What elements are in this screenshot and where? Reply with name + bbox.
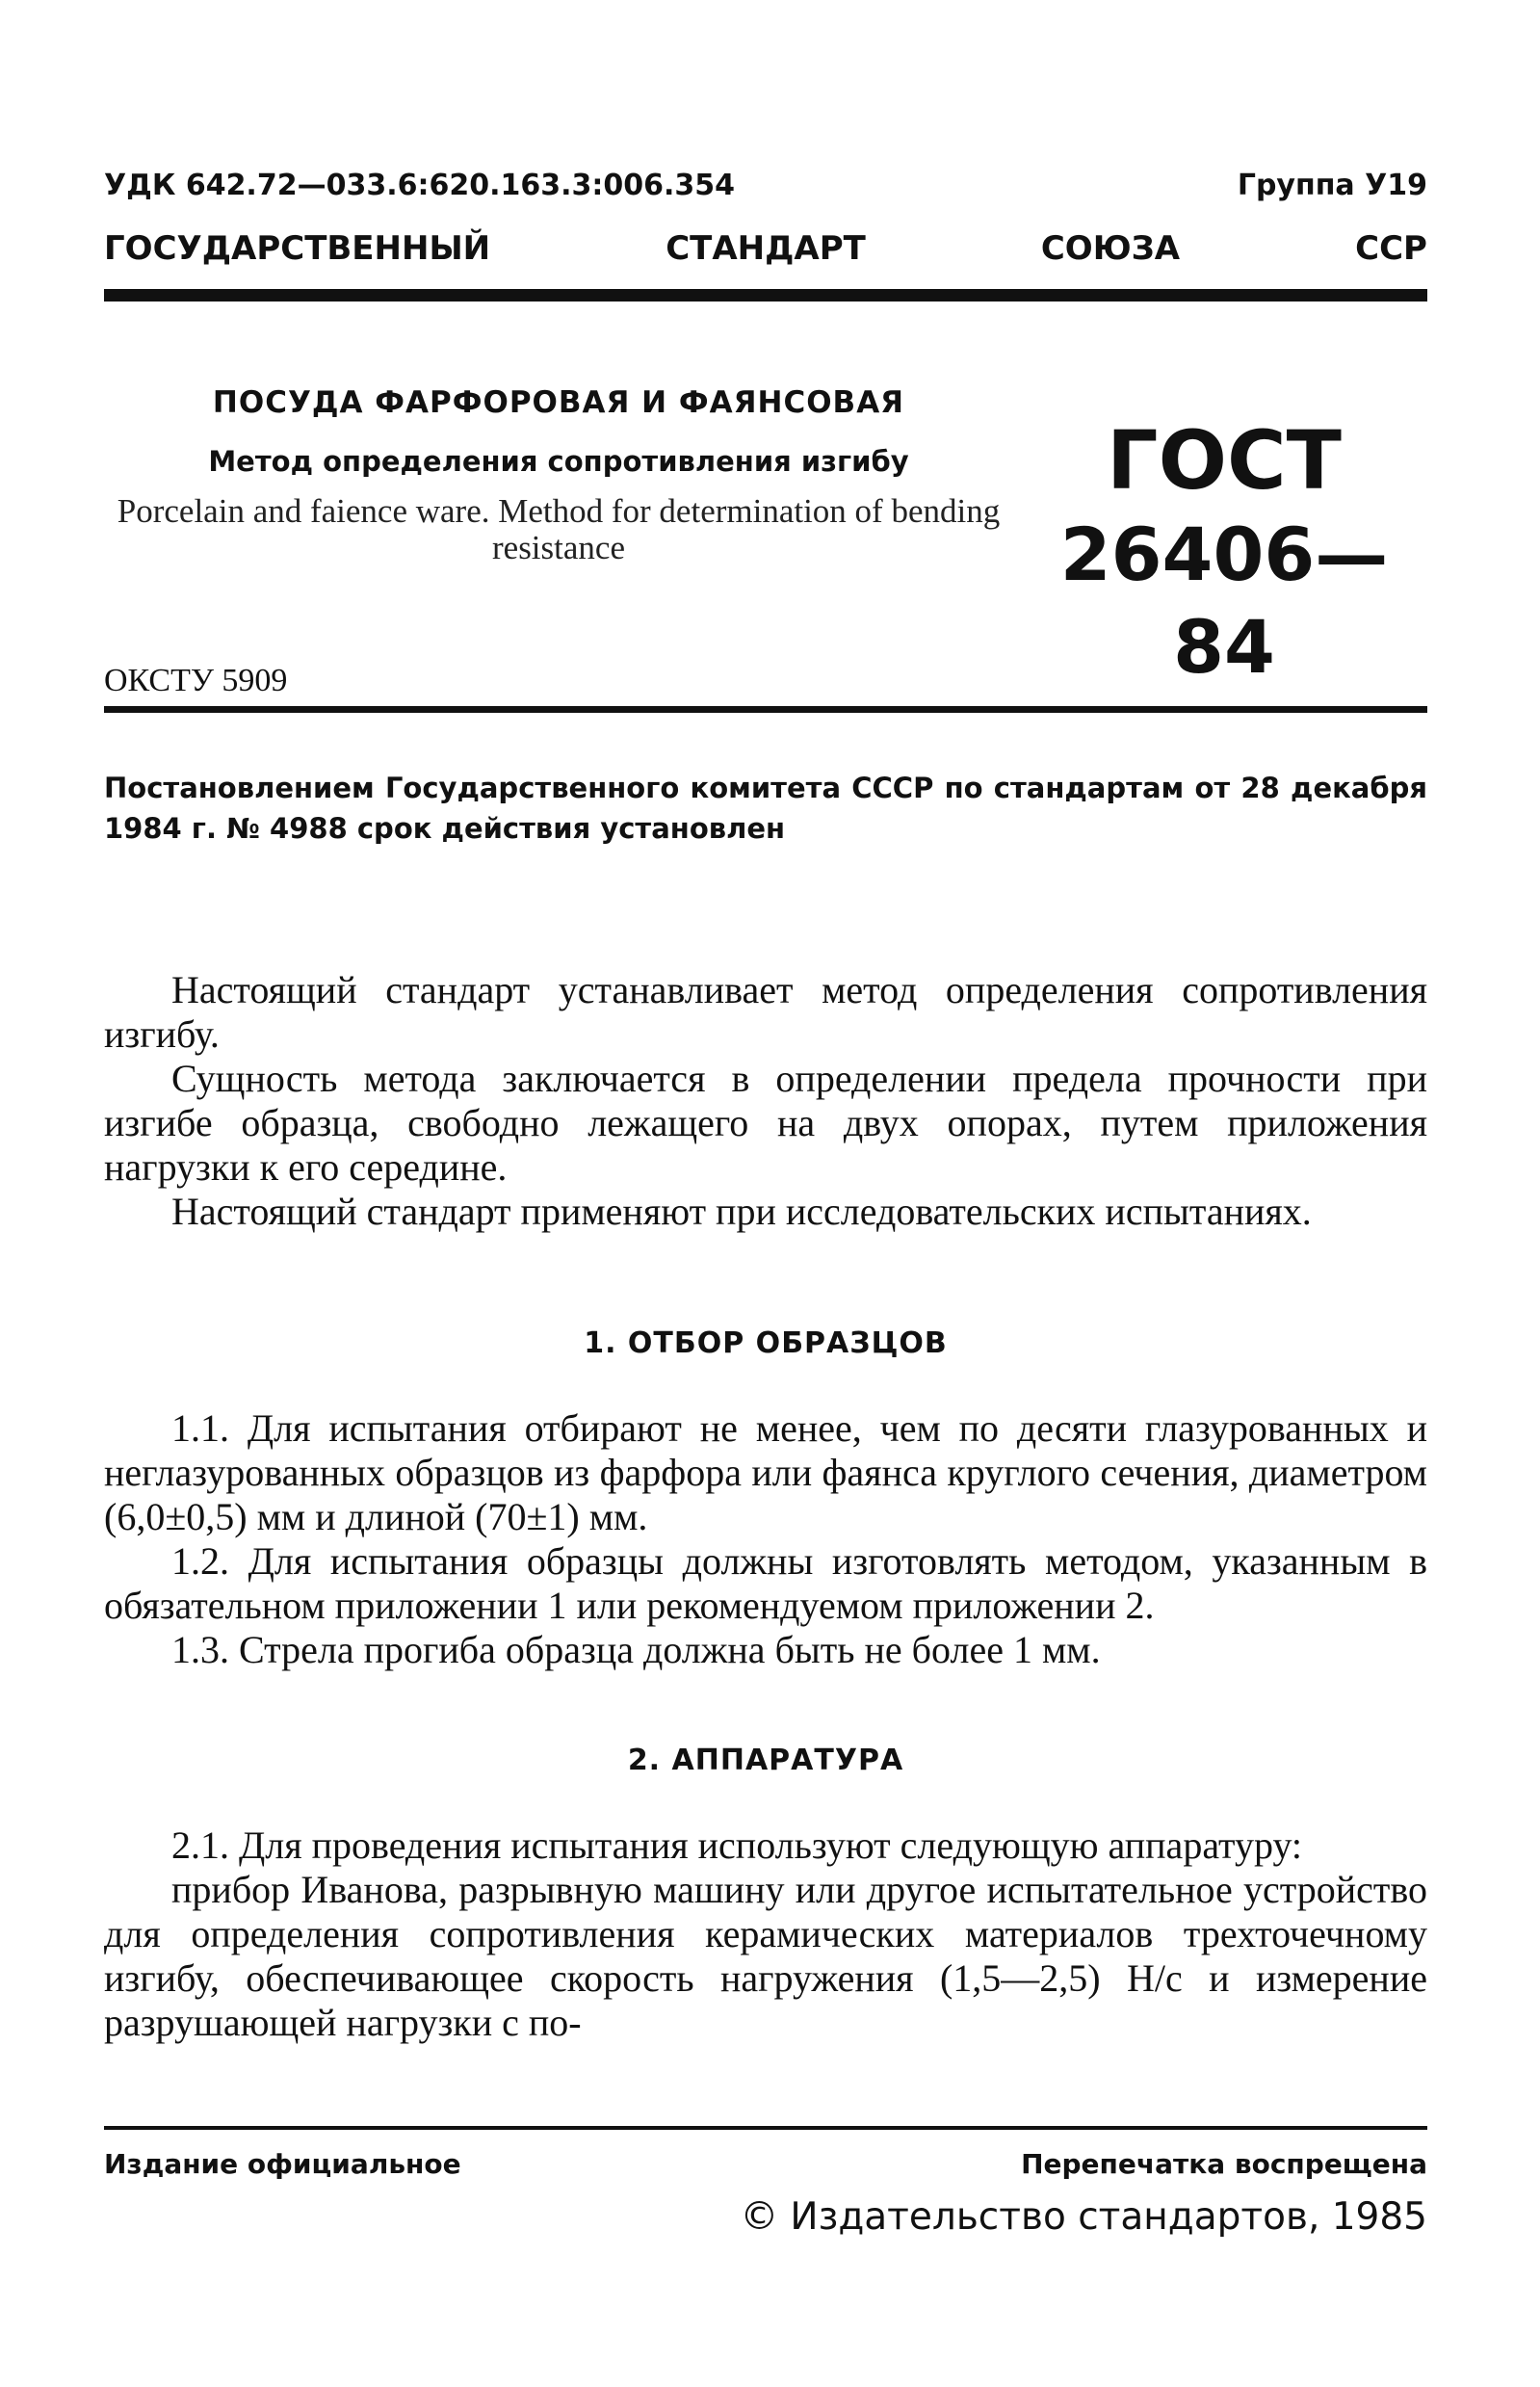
copyright-icon: © (740, 2194, 779, 2239)
paragraph: Сущность метода заключается в определении предела прочности при изгибе образца, свободно лежащего на двух опорах, путем приложения нагрузки к его середине. (104, 1057, 1427, 1189)
section-sampling (104, 1322, 1427, 1672)
banner-word: СОЮЗА (1040, 229, 1181, 268)
gost-label: ГОСТ (1107, 413, 1342, 508)
title-block (96, 385, 1021, 566)
state-standard-banner (104, 229, 1427, 268)
title-ru: ПОСУДА ФАРФОРОВАЯ И ФАЯНСОВАЯ (212, 385, 905, 420)
paragraph: 1.3. Стрела прогиба образца должна быть не более 1 мм. (171, 1628, 1101, 1671)
decree-text: Постановлением Государственного комитета СССР по стандартам от 28 декабря 1984 г. № 4988 срок действия установлен (104, 772, 1427, 845)
okstu-code: ОКСТУ 5909 (104, 663, 288, 698)
gost-designation (1021, 414, 1427, 694)
paragraph: 1.2. Для испытания образцы должны изготовлять методом, указанным в обязательном приложении 1 или рекомендуемом приложении 2. (104, 1539, 1427, 1627)
publisher-name: Издательство стандартов, 1985 (790, 2194, 1427, 2239)
reprint-note: Перепечатка воспрещена (1021, 2148, 1427, 2180)
section-apparatus (104, 1739, 1427, 2045)
banner-word: ГОСУДАРСТВЕННЫЙ (104, 229, 491, 268)
top-divider (104, 289, 1427, 302)
intro-section (104, 968, 1427, 1234)
middle-divider (104, 706, 1427, 713)
gost-number: 26406—84 (1059, 512, 1389, 690)
paragraph: 2.1. Для проведения испытания используют следующую аппаратуру: (171, 1823, 1303, 1867)
paragraph: Настоящий стандарт применяют при исследовательских испытаниях. (171, 1190, 1312, 1233)
paragraph: прибор Иванова, разрывную машину или другое испытательное устройство для определения сопротивления керамических материалов трехточечному изгибу, обеспечивающее скорость нагружения (1,5—2,5) Н/с и измерение разрушающей нагрузки с по- (104, 1868, 1427, 2044)
group-code: Группа У19 (1237, 169, 1427, 202)
paragraph: Настоящий стандарт устанавливает метод определения сопротивления изгибу. (104, 968, 1427, 1056)
paragraph: 1.1. Для испытания отбирают не менее, чем по десяти глазурованных и неглазурованных образцов из фарфора или фаянса круглого сечения, диаметром (6,0±0,5) мм и длиной (70±1) мм. (104, 1406, 1427, 1538)
banner-word: СТАНДАРТ (666, 229, 866, 268)
banner-word: ССР (1355, 229, 1427, 268)
edition-note: Издание официальное (104, 2148, 461, 2180)
section-heading: 1. ОТБОР ОБРАЗЦОВ (584, 1326, 948, 1360)
section-heading: 2. АППАРАТУРА (627, 1744, 904, 1777)
publisher-line (740, 2194, 1427, 2239)
title-en: Porcelain and faience ware. Method for determination of bending resistance (117, 492, 1001, 566)
subtitle-ru: Метод определения сопротивления изгибу (208, 445, 909, 478)
udk-code: УДК 642.72—033.6:620.163.3:006.354 (104, 169, 736, 202)
bottom-divider (104, 2126, 1427, 2130)
